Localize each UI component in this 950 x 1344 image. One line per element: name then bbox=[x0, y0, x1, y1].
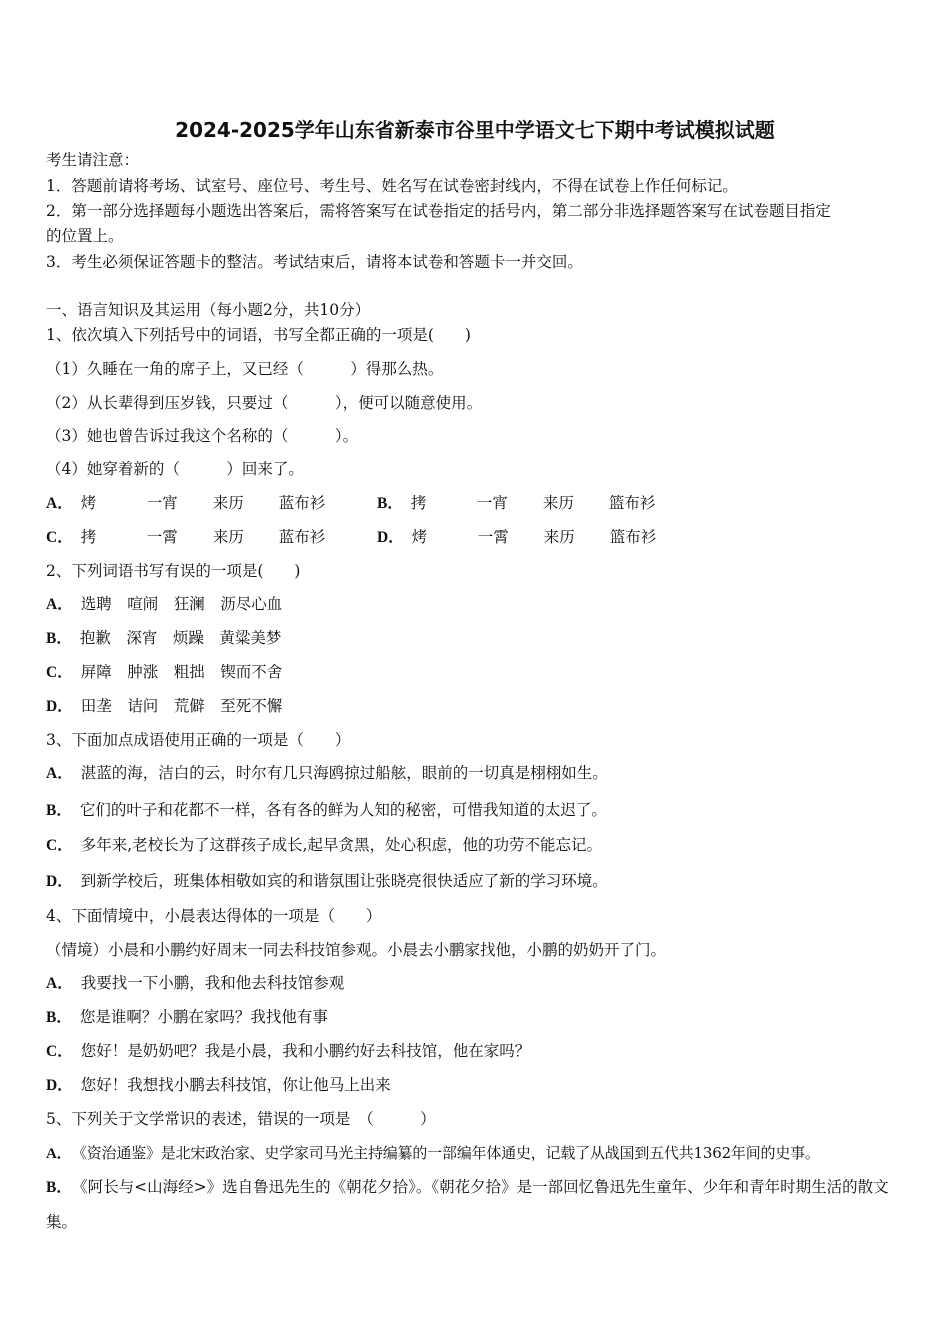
q1-blank: （1）久睡在一角的席子上，又已经（ ）得那么热。 bbox=[46, 360, 444, 378]
question-5-stem: 5、下列关于文学常识的表述，错误的一项是 （ ） bbox=[46, 1110, 436, 1128]
q1-blank: （2）从长辈得到压岁钱，只要过（ ），便可以随意使用。 bbox=[46, 394, 483, 412]
q5-option-a: A． 《资治通鉴》是北宋政治家、史学家司马光主持编纂的一部编年体通史，记载了从战国到五代共1362年间的史事。 bbox=[46, 1144, 820, 1162]
q3-option-c: C． 多年来,老校长为了这群孩子成长,起早贪黑，处心积虑，他的功劳不能忘记。 bbox=[46, 836, 603, 854]
q1-blank: （4）她穿着新的（ ）回来了。 bbox=[46, 460, 304, 478]
q1-option-a: A． 烤 一宵 来历 蓝布衫 bbox=[46, 494, 326, 512]
notice-item: 3．考生必须保证答题卡的整洁。考试结束后，请将本试卷和答题卡一并交回。 bbox=[46, 253, 583, 271]
q3-option-d: D． 到新学校后，班集体相敬如宾的和谐氛围让张晓亮很快适应了新的学习环境。 bbox=[46, 872, 608, 890]
q2-option-a: A． 选聘 喧闹 狂澜 沥尽心血 bbox=[46, 595, 283, 613]
q1-option-c: C． 拷 一霄 来历 蓝布衫 bbox=[46, 528, 326, 546]
question-2-stem: 2、下列词语书写有误的一项是( ) bbox=[46, 562, 301, 580]
q3-option-a: A． 湛蓝的海，洁白的云，时尔有几只海鸥掠过船舷，眼前的一切真是栩栩如生。 bbox=[46, 764, 608, 782]
notice-item: 1．答题前请将考场、试室号、座位号、考生号、姓名写在试卷密封线内，不得在试卷上作任何标记。 bbox=[46, 177, 738, 195]
q1-option-b: B． 拷 一宵 来历 篮布衫 bbox=[377, 494, 656, 512]
q2-option-b: B． 抱歉 深宵 烦躁 黄粱美梦 bbox=[46, 629, 282, 647]
q2-option-d: D． 田垄 诘问 荒僻 至死不懈 bbox=[46, 697, 283, 715]
q4-option-b: B． 您是谁啊？小鹏在家吗？我找他有事 bbox=[46, 1008, 328, 1026]
q1-option-d: D． 烤 一霄 来历 篮布衫 bbox=[377, 528, 657, 546]
notice-item: 的位置上。 bbox=[46, 227, 124, 245]
q2-option-c: C． 屏障 肿涨 粗拙 锲而不舍 bbox=[46, 663, 283, 681]
question-4-stem: 4、下面情境中，小晨表达得体的一项是（ ） bbox=[46, 907, 382, 925]
q3-option-b: B． 它们的叶子和花都不一样，各有各的鲜为人知的秘密，可惜我知道的太迟了。 bbox=[46, 801, 607, 819]
q4-option-c: C． 您好！是奶奶吧？我是小晨，我和小鹏约好去科技馆，他在家吗？ bbox=[46, 1042, 531, 1060]
page-title: 2024-2025学年山东省新泰市谷里中学语文七下期中考试模拟试题 bbox=[175, 118, 775, 142]
q4-option-d: D． 您好！我想找小鹏去科技馆，你让他马上出来 bbox=[46, 1076, 391, 1094]
question-1-stem: 1、依次填入下列括号中的词语，书写全都正确的一项是( ) bbox=[46, 326, 471, 344]
q5-option-b: B． 《阿长与<山海经>》选自鲁迅先生的《朝花夕拾》。《朝花夕拾》是一部回忆鲁迅先生童年、少年和青年时期生活的散文集。 bbox=[46, 1178, 889, 1231]
question-3-stem: 3、下面加点成语使用正确的一项是（ ） bbox=[46, 731, 351, 749]
notice-heading: 考生请注意： bbox=[46, 151, 140, 169]
notice-item: 2．第一部分选择题每小题选出答案后，需将答案写在试卷指定的括号内，第二部分非选择题答案写在试卷题目指定 bbox=[46, 202, 831, 220]
q4-context: （情境）小晨和小鹏约好周末一同去科技馆参观。小晨去小鹏家找他，小鹏的奶奶开了门。 bbox=[46, 941, 667, 959]
q4-option-a: A． 我要找一下小鹏，我和他去科技馆参观 bbox=[46, 974, 345, 992]
section-heading: 一、语言知识及其运用（每小题2分，共10分） bbox=[46, 301, 371, 319]
q1-blank: （3）她也曾告诉过我这个名称的（ ）。 bbox=[46, 427, 359, 445]
